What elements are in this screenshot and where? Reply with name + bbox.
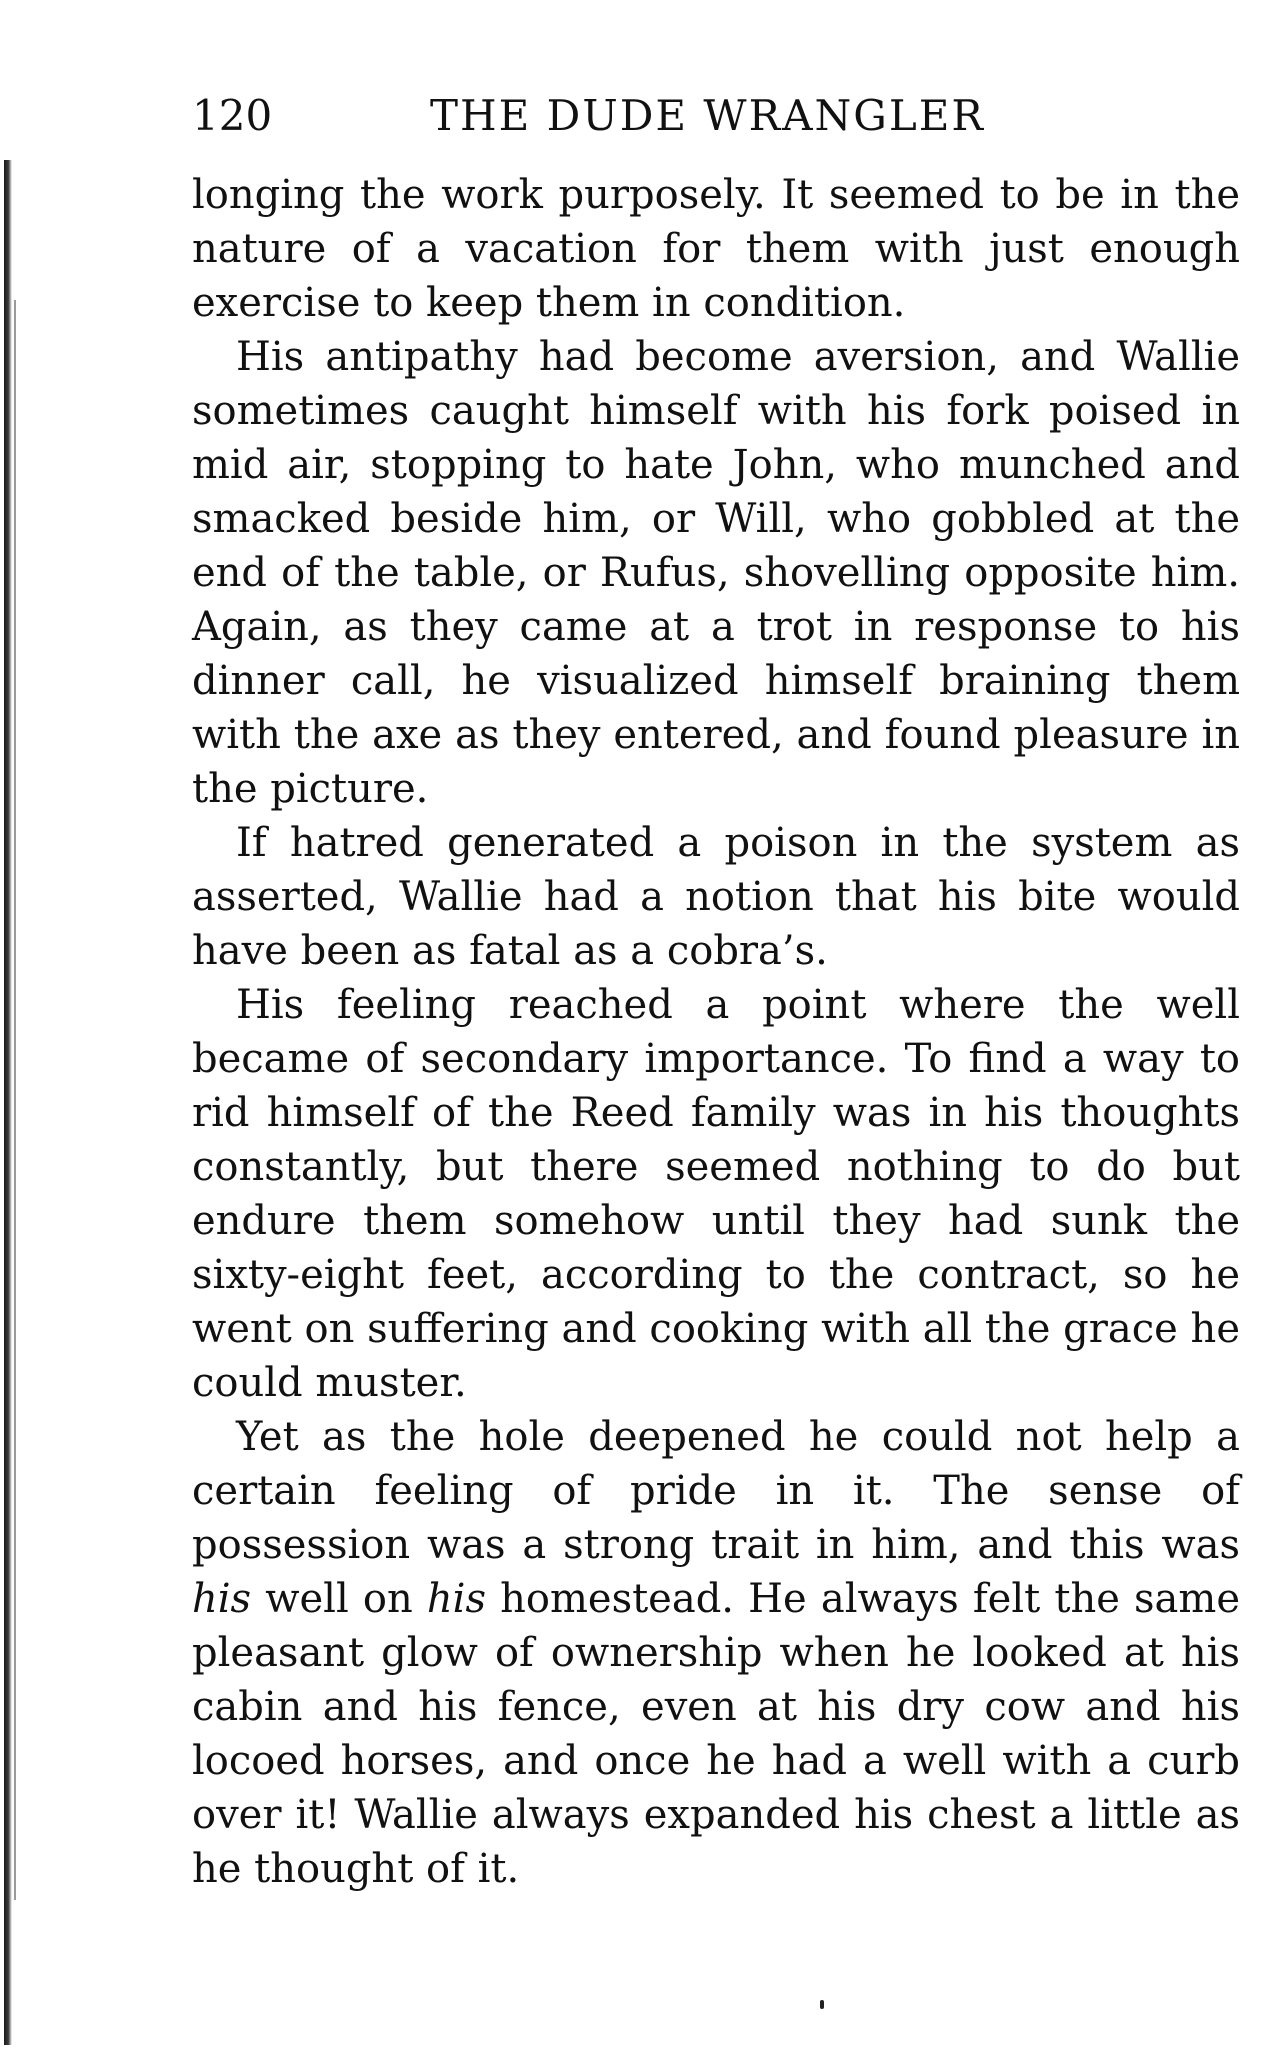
- paragraph: His antipathy had become aversion, and Wallie sometimes caught himself with his fork poised in mid air, stopping to hate John, who munched and smacked beside him, or Will, who gobbled at the end of the table, or Rufus, shovelling opposite him. Again, as they came at a trot in response to his dinner call, he visualized himself braining them with the axe as they entered, and found pleasure in the picture.: [192, 334, 1240, 812]
- book-page: [192, 0, 1242, 2057]
- page-header: [192, 86, 1242, 146]
- paragraph: If hatred generated a poison in the system as asserted, Wallie had a notion that his bite would have been as fatal as a cobra’s.: [192, 820, 1240, 974]
- body-text: [192, 168, 1240, 1896]
- paragraph-text: well on: [251, 1576, 427, 1622]
- running-head: THE DUDE WRANGLER: [430, 91, 986, 140]
- page-number: 120: [192, 91, 273, 140]
- paragraph-last: [192, 1410, 1240, 1896]
- emphasis-text: his: [192, 1576, 252, 1622]
- paragraph: His feeling reached a point where the well became of secondary importance. To find a way to rid himself of the Reed family was in his thoughts constantly, but there seemed nothing to do but endure them somehow until they had sunk the sixty-eight feet, according to the contract, so he went on suffering and cooking with all the grace he could muster.: [192, 982, 1240, 1406]
- book-gutter-shadow: [14, 300, 16, 1900]
- paragraph-continued: longing the work purposely. It seemed to be in the nature of a vacation for them with just enough exercise to keep them in condition.: [192, 172, 1240, 326]
- print-speck: [820, 2000, 824, 2009]
- paragraph-text: homestead. He always felt the same pleasant glow of ownership when he looked at his cabin and his fence, even at his dry cow and his locoed horses, and once he had a well with a curb over it! Wallie always expanded his chest a little as he thought of it.: [192, 1576, 1240, 1892]
- book-gutter-edge: [4, 160, 12, 2045]
- emphasis-text: his: [426, 1576, 486, 1622]
- paragraph-text: Yet as the hole deepened he could not help a certain feeling of pride in it. The sense of possession was a strong trait in him, and this was: [192, 1414, 1240, 1568]
